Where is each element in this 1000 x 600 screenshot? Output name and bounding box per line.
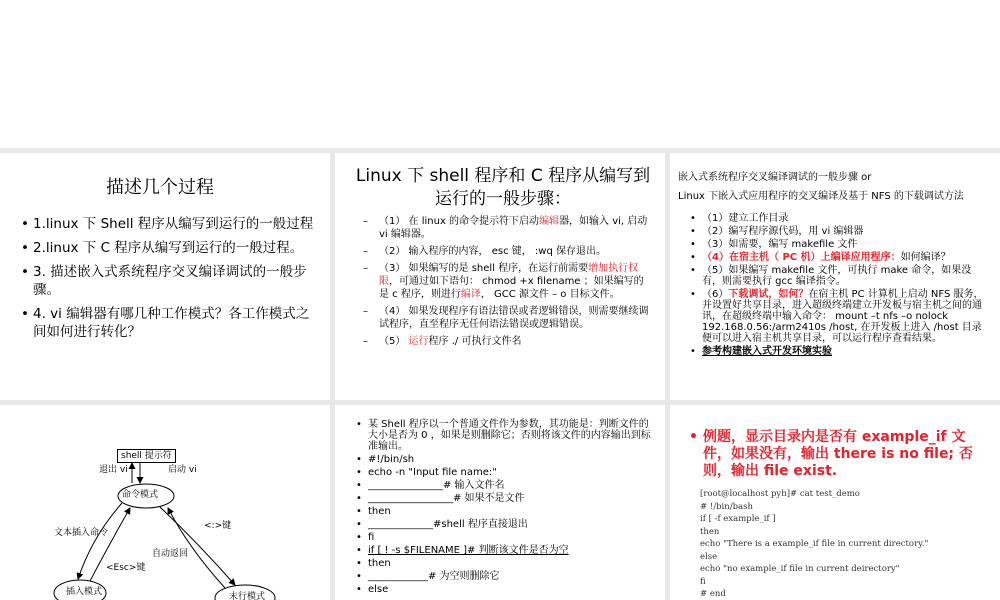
code-line: then bbox=[700, 526, 720, 537]
vi-mode-diagram bbox=[0, 405, 330, 600]
code-block bbox=[700, 488, 1000, 600]
step-list bbox=[363, 215, 649, 352]
list-item: • _____________#shell 程序直接退出 bbox=[356, 519, 528, 530]
code-line: # end bbox=[700, 589, 726, 599]
list-item: • #!/bin/sh bbox=[356, 454, 415, 465]
code-line: else bbox=[700, 551, 718, 562]
code-line: # !/bin/bash bbox=[700, 501, 753, 512]
list-item: • ____________# 为空则删除它 bbox=[356, 571, 500, 582]
list-item: • then bbox=[356, 506, 391, 517]
list-item: • 3. 描述嵌入式系统程序交叉编译调试的一般步骤。 bbox=[21, 264, 307, 298]
slide-title: 描述几个过程 bbox=[106, 177, 214, 198]
slide-thumbnail-6[interactable] bbox=[670, 405, 1000, 600]
slide-subheader: Linux 下嵌入式应用程序的交叉编译及基于 NFS 的下载调试方法 bbox=[678, 191, 964, 202]
shell-prompt-box: shell 提示符 bbox=[117, 449, 176, 463]
list-item: • （6）下载调试，如何？在宿主机 PC 计算机上启动 NFS 服务，并设置好共享目录，进入超级终端建立开发板与宿主机之间的通讯，在超级终端中输入命令： mount –t nfs –o nolock 192.168.0.56:/arm2410s /host, 在开发板上进入 /host 目录便可以进入宿主机共享目录，可以运行程序查看结果。 bbox=[690, 289, 984, 344]
list-item: • 1.linux 下 Shell 程序从编写到运行的一般过程 bbox=[21, 216, 314, 232]
slide-thumbnail-5[interactable] bbox=[335, 405, 665, 600]
list-item: • else bbox=[356, 584, 389, 595]
colon-key-label: <:>键 bbox=[204, 521, 232, 531]
list-item: • fi bbox=[356, 532, 375, 543]
list-item: • 4. vi 编辑器有哪几种工作模式？各工作模式之间如何进行转化？ bbox=[21, 306, 310, 340]
code-line: [root@localhost pyh]# cat test_demo bbox=[700, 489, 860, 499]
bullet-list bbox=[21, 215, 318, 347]
exit-vi-label: 退出 vi bbox=[99, 465, 128, 475]
list-item: • 参考构建嵌入式开发环境实验 bbox=[690, 346, 832, 357]
start-vi-label: 启动 vi bbox=[168, 465, 197, 475]
list-item: • （3）如需要，编写 makefile 文件 bbox=[690, 239, 858, 250]
slide-thumbnail-2[interactable] bbox=[335, 153, 665, 400]
slide-thumbnail-1[interactable] bbox=[0, 153, 330, 400]
command-mode-label: 命令模式 bbox=[122, 490, 159, 500]
list-item: • then bbox=[356, 558, 391, 569]
list-item: • （2）编写程序源代码，用 vi 编辑器 bbox=[690, 226, 864, 237]
script-list bbox=[356, 419, 653, 597]
code-line: fi bbox=[700, 576, 706, 587]
insert-mode-label: 插入模式 bbox=[66, 587, 103, 597]
arrow-auto-return bbox=[168, 508, 225, 588]
list-item: • 2.linux 下 C 程序从编写到运行的一般过程。 bbox=[21, 240, 304, 256]
list-item: • 某 Shell 程序以一个普通文件作为参数，其功能是：判断文件的大小是否为 0 ，如果是则删除它；否则将该文件的内容输出到标准输出。 bbox=[356, 419, 651, 452]
auto-return-label: 自动返回 bbox=[152, 549, 189, 559]
list-item: • （4）在宿主机（ PC 机）上编译应用程序：如何编译？ bbox=[690, 252, 951, 263]
list-item: • （5）如果编写 makefile 文件，可执行 make 命令，如果没有，则需要执行 gcc 编译指令。 bbox=[690, 265, 972, 287]
step-list bbox=[690, 213, 985, 359]
slide-thumbnail-4[interactable] bbox=[0, 405, 330, 600]
slide-title: Linux 下 shell 程序和 C 程序从编写到运行的一般步骤： bbox=[355, 166, 651, 209]
esc-key-label: <Esc>键 bbox=[106, 563, 146, 573]
arrow-to-lastline bbox=[160, 507, 235, 585]
text-insert-label: 文本插入命令 bbox=[54, 528, 109, 538]
list-item: • echo -n "Input file name:" bbox=[356, 467, 497, 478]
list-item: – （4） 如果发现程序有语法错误或者逻辑错误，则需要继续调试程序，直至程序无任何语法错误或逻辑错误。 bbox=[363, 306, 649, 330]
list-item: – （1） 在 linux 的命令提示符下启动编辑器，如输入 vi, 启动 vi 编辑器。 bbox=[363, 216, 648, 240]
list-item: • _______________# 输入文件名 bbox=[356, 480, 505, 491]
lastline-mode-label: 末行模式 bbox=[229, 592, 266, 600]
list-item: • （1）建立工作目录 bbox=[690, 213, 789, 224]
list-item: – （5） 运行程序 ./ 可执行文件名 bbox=[363, 336, 522, 347]
list-item: – （2） 输入程序的内容， esc 键， :wq 保存退出。 bbox=[363, 246, 607, 257]
code-line: if [ -f example_if ] bbox=[700, 514, 776, 524]
slide-thumbnail-3[interactable] bbox=[670, 153, 1000, 400]
example-heading: • 例题，显示目录内是否有 example_if 文件，如果没有，输出 there is no file; 否则，输出 file exist. bbox=[689, 429, 973, 479]
slide-header: 嵌入式系统程序交叉编译调试的一般步骤 or bbox=[678, 172, 872, 183]
code-line: echo "There is a example_if file in current directory." bbox=[700, 539, 929, 549]
list-item: • if [ ! -s $FILENAME ]# 判断该文件是否为空 bbox=[356, 545, 569, 556]
list-item: – （3） 如果编写的是 shell 程序，在运行前需要增加执行权限，可通过如下语句： chmod +x filename ；如果编写的是 c 程序，则进行编译， GCC 源文件 – o 目标文件。 bbox=[363, 263, 644, 300]
list-item: • _________________# 如果不是文件 bbox=[356, 493, 525, 504]
code-line: echo "no example_if file in current deirectory" bbox=[700, 564, 900, 574]
